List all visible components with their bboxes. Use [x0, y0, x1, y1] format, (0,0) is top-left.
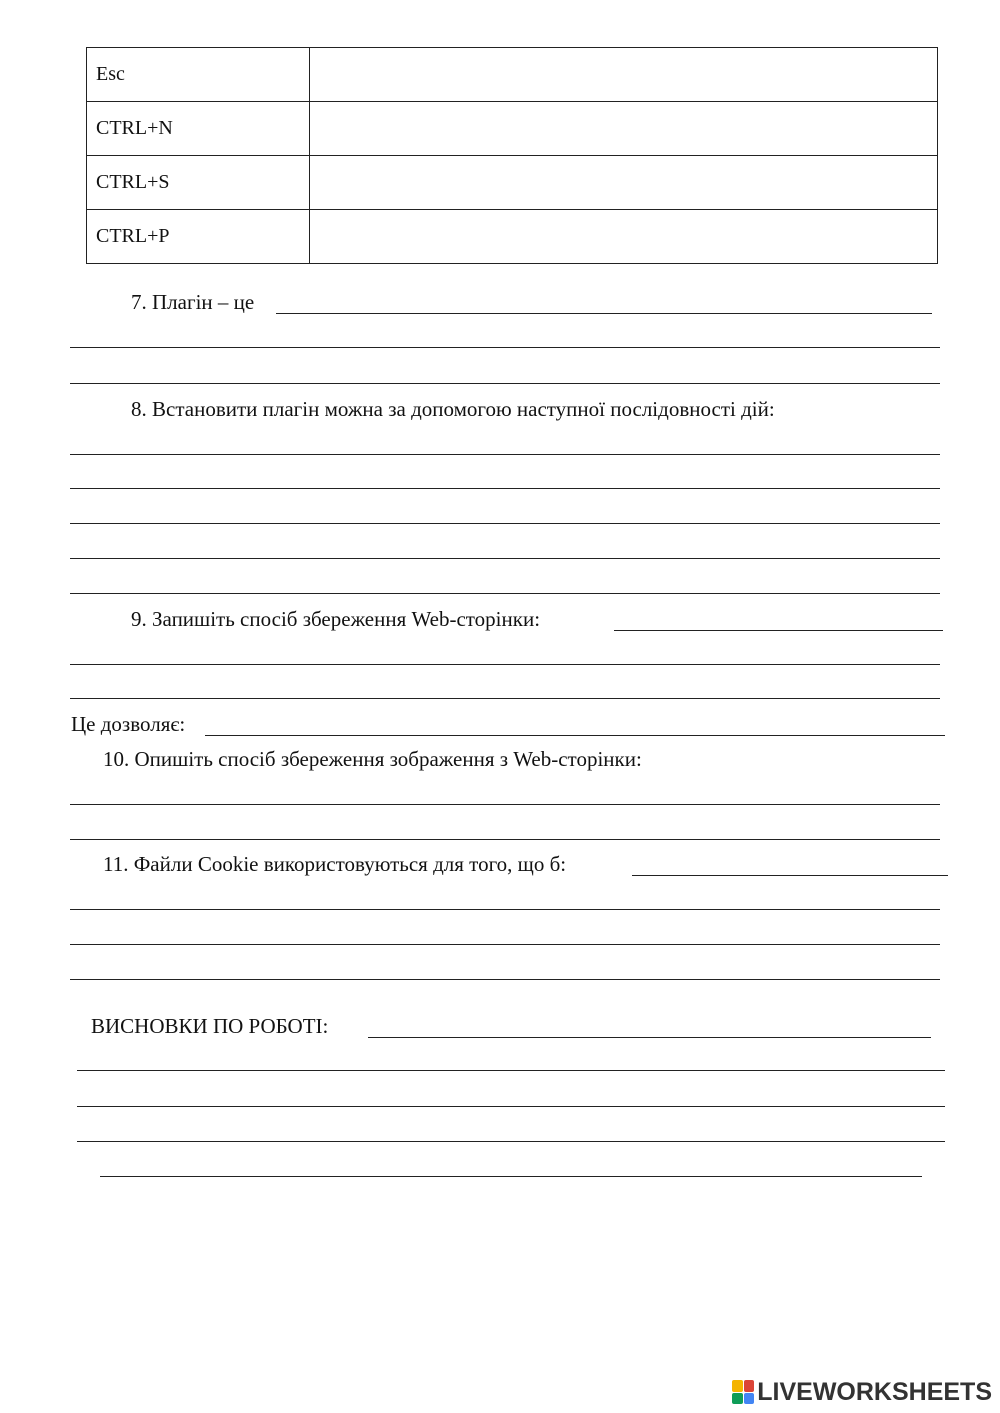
shortcut-key: CTRL+N [87, 102, 310, 156]
liveworksheets-logo [732, 1379, 992, 1405]
shortcut-answer-cell[interactable] [310, 102, 938, 156]
logo-square-icon [732, 1380, 743, 1392]
question-9-allows-label: Це дозволяє: [71, 712, 186, 736]
shortcut-answer-cell[interactable] [310, 210, 938, 264]
shortcut-key: CTRL+S [87, 156, 310, 210]
answer-line[interactable] [70, 558, 940, 559]
answer-line[interactable] [70, 839, 940, 840]
answer-line[interactable] [100, 1176, 922, 1177]
question-8-label: 8. Встановити плагін можна за допомогою наступної послідовності дій: [131, 397, 775, 421]
answer-line[interactable] [70, 979, 940, 980]
answer-line[interactable] [70, 593, 940, 594]
table-row [87, 210, 938, 264]
answer-line[interactable] [70, 347, 940, 348]
question-9-label: 9. Запишіть спосіб збереження Web-сторінки: [131, 607, 541, 631]
answer-line[interactable] [70, 909, 940, 910]
answer-line[interactable] [205, 735, 945, 736]
question-7-label: 7. Плагін – це [131, 290, 255, 314]
table-row [87, 156, 938, 210]
answer-line[interactable] [70, 454, 940, 455]
answer-line[interactable] [70, 488, 940, 489]
answer-line[interactable] [77, 1106, 945, 1107]
answer-line[interactable] [70, 664, 940, 665]
answer-line[interactable] [614, 630, 943, 631]
shortcut-key: Esc [87, 48, 310, 102]
shortcuts-table [86, 47, 938, 264]
answer-line[interactable] [276, 313, 932, 314]
shortcut-answer-cell[interactable] [310, 156, 938, 210]
table-row [87, 48, 938, 102]
logo-text: LIVEWORKSHEETS [757, 1377, 992, 1406]
logo-cube-icon [732, 1380, 754, 1404]
answer-line[interactable] [70, 804, 940, 805]
logo-square-icon [744, 1380, 755, 1392]
shortcut-key: CTRL+P [87, 210, 310, 264]
answer-line[interactable] [368, 1037, 931, 1038]
answer-line[interactable] [632, 875, 948, 876]
answer-line[interactable] [70, 383, 940, 384]
logo-square-icon [744, 1393, 755, 1405]
answer-line[interactable] [70, 944, 940, 945]
question-11-label: 11. Файли Cookie використовуються для того, що б: [103, 852, 567, 876]
conclusions-label: ВИСНОВКИ ПО РОБОТІ: [91, 1014, 329, 1038]
answer-line[interactable] [70, 523, 940, 524]
question-10-label: 10. Опишіть спосіб збереження зображення з Web-сторінки: [103, 747, 642, 771]
answer-line[interactable] [77, 1141, 945, 1142]
answer-line[interactable] [77, 1070, 945, 1071]
logo-square-icon [732, 1393, 743, 1405]
table-row [87, 102, 938, 156]
answer-line[interactable] [70, 698, 940, 699]
shortcut-answer-cell[interactable] [310, 48, 938, 102]
